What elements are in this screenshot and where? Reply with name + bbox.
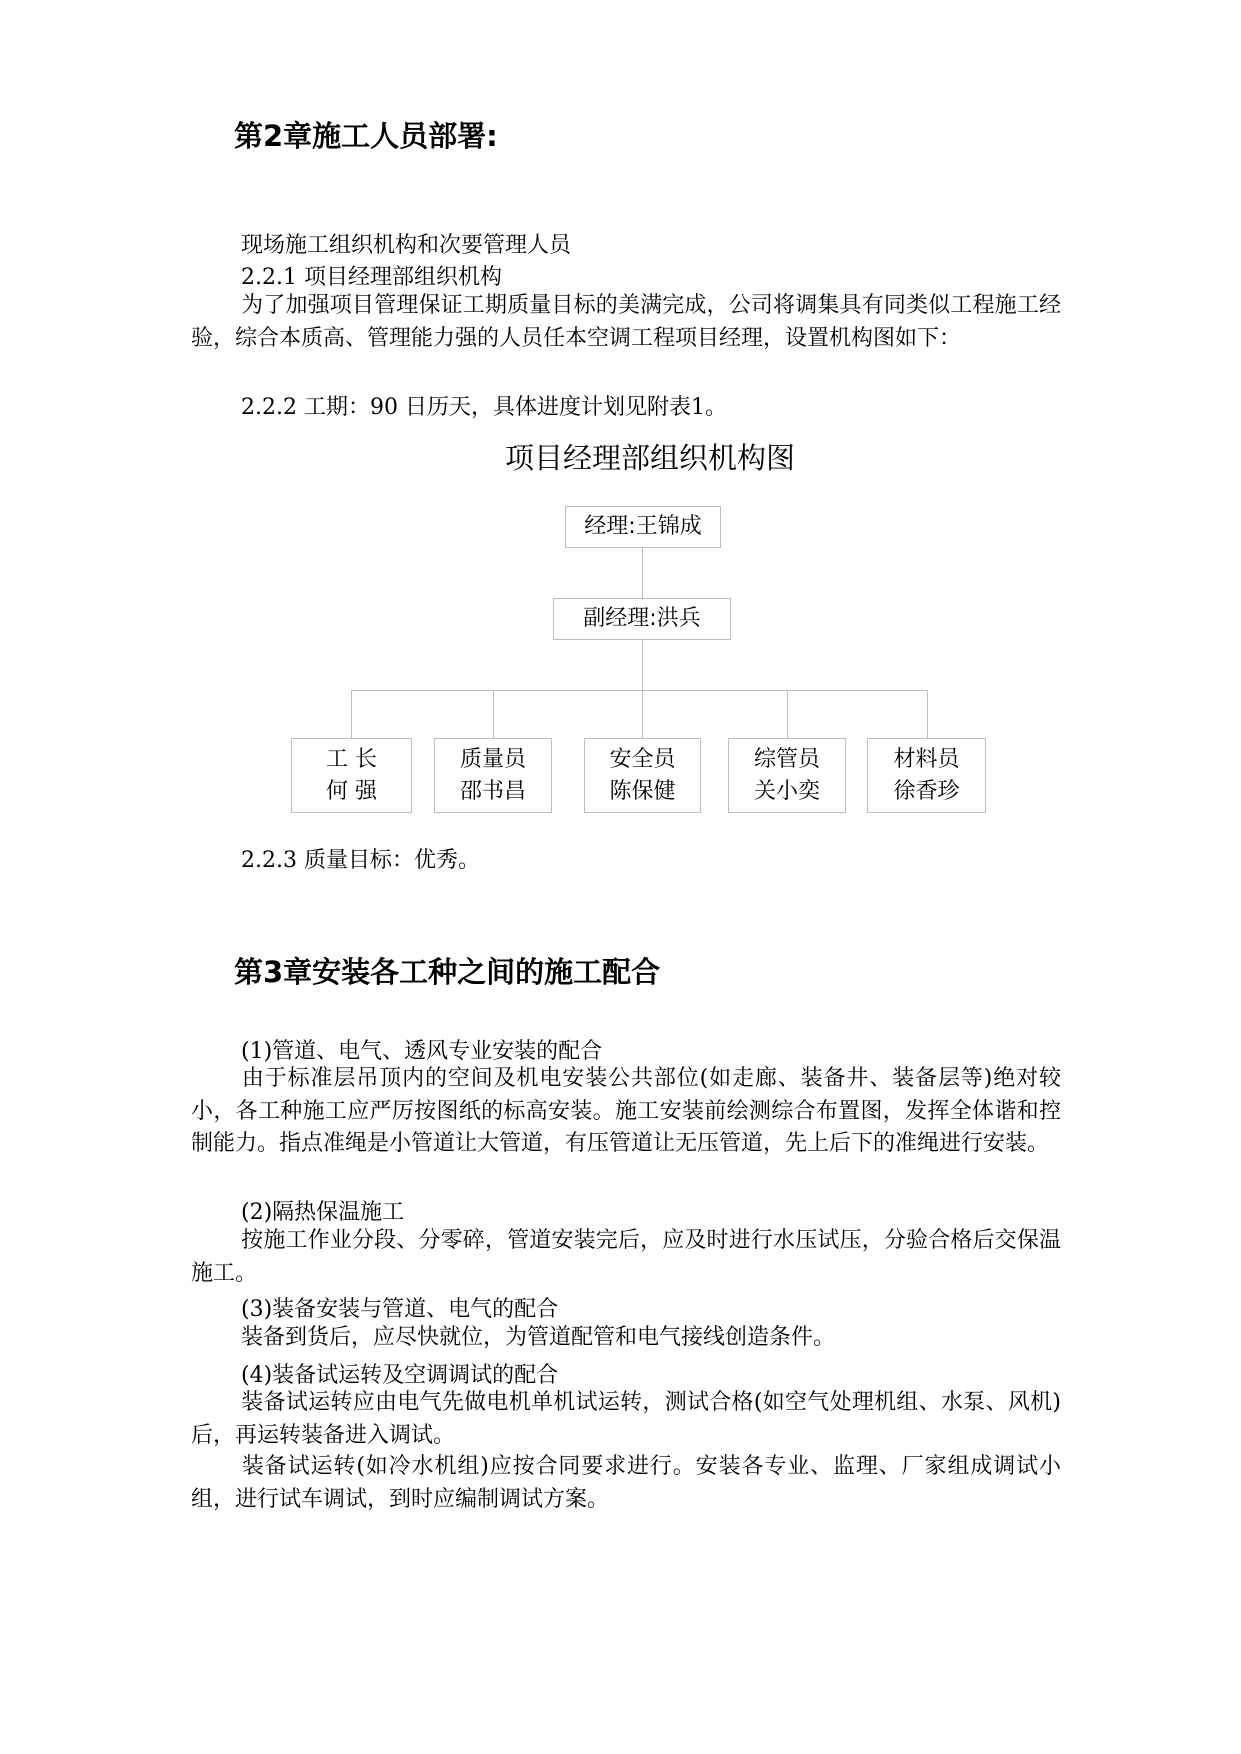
paragraph-2-2-1 [191,290,1061,355]
paragraph-2-2-1-text: 为了加强项目管理保证工期质量目标的美满完成，公司将调集具有同类似工程施工经验，综合本质高、管理能力强的人员任本空调工程项目经理，设置机构图如下： [191,293,1061,351]
connector-member-3 [642,690,643,738]
member-name: 何 强 [326,779,377,804]
paragraph-5-text: 装备试运转(如冷水机组)应按合同要求进行。安装各专业、监理、厂家组成调试小组，进行试车调试，到时应编制调试方案。 [191,1454,1061,1512]
member-role: 安全员 [609,747,676,772]
section-intro: 现场施工组织机构和次要管理人员 [241,233,572,258]
member-role: 综管员 [753,747,820,772]
org-node-member [434,738,552,813]
paragraph-5 [191,1451,1061,1516]
paragraph-3-text: 装备到货后，应尽快就位，为管道配管和电气接线创造条件。 [241,1325,836,1350]
subsection-heading-4: (4)装备试运转及空调调试的配合 [241,1363,559,1388]
paragraph-3 [191,1322,1061,1355]
paragraph-2 [191,1225,1061,1290]
org-node-deputy: 副经理:洪兵 [553,598,731,640]
connector-member-5 [927,690,928,738]
chapter-2-title: 第2章施工人员部署: [234,119,498,153]
org-node-member [728,738,846,813]
org-node-member [584,738,701,813]
section-2-2-1-heading: 2.2.1 项目经理部组织机构 [241,265,502,290]
section-2-2-2-heading: 2.2.2 工期：90 日历天，具体进度计划见附表1。 [241,395,727,420]
member-name: 邵书昌 [459,779,526,804]
paragraph-4 [191,1387,1061,1452]
connector-horizontal-bus [351,690,927,691]
connector-manager-deputy [642,548,643,598]
org-node-manager: 经理:王锦成 [565,506,721,548]
org-node-member [867,738,986,813]
connector-member-1 [351,690,352,738]
member-role: 材料员 [893,747,960,772]
subsection-heading-1: (1)管道、电气、透风专业安装的配合 [241,1039,603,1064]
member-name: 关小奕 [753,779,820,804]
connector-member-2 [493,690,494,738]
paragraph-1-text: 由于标准层吊顶内的空间及机电安装公共部位(如走廊、装备井、装备层等)绝对较小，各工种施工应严厉按图纸的标高安装。施工安装前绘测综合布置图，发挥全体谐和控制能力。指点准绳是小管道让大管道，有压管道让无压管道，先上后下的准绳进行安装。 [191,1066,1061,1156]
member-role: 质量员 [459,747,526,772]
org-node-member [291,738,412,813]
connector-deputy-bus [642,640,643,690]
connector-member-4 [787,690,788,738]
paragraph-4-text: 装备试运转应由电气先做电机单机试运转，测试合格(如空气处理机组、水泵、风机)后，再运转装备进入调试。 [191,1390,1061,1448]
org-chart-title: 项目经理部组织机构图 [504,441,795,475]
chapter-3-title: 第3章安装各工种之间的施工配合 [234,955,661,989]
paragraph-1 [191,1063,1061,1161]
member-role: 工 长 [326,747,377,772]
section-2-2-3-heading: 2.2.3 质量目标：优秀。 [241,848,480,873]
member-name: 陈保健 [609,779,676,804]
subsection-heading-3: (3)装备安装与管道、电气的配合 [241,1297,559,1322]
member-name: 徐香珍 [893,779,960,804]
subsection-heading-2: (2)隔热保温施工 [241,1200,405,1225]
paragraph-2-text: 按施工作业分段、分零碎，管道安装完后，应及时进行水压试压，分验合格后交保温施工。 [191,1228,1061,1286]
